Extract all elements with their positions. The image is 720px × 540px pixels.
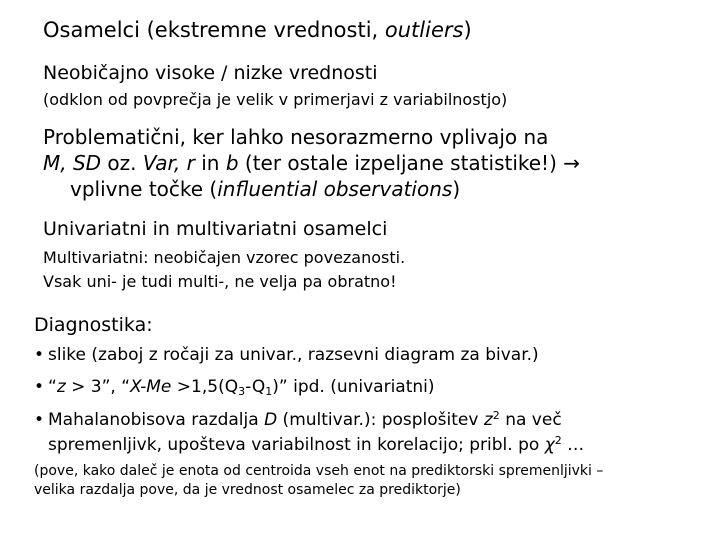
footnote-line2: velika razdalja pove, da je vrednost osamelec za prediktorje) — [34, 482, 461, 498]
bullet-item-mahalanobis: • Mahalanobisova razdalja D (multivar.): posplošitev $z^2$ na več — [34, 409, 562, 430]
diagnostika-heading: Diagnostika: — [34, 314, 153, 336]
bullet-item-images: • slike (zaboj z ročaji za univar., razsevni diagram za bivar.) — [34, 345, 539, 365]
block3-heading: Univariatni in multivariatni osamelci — [43, 218, 388, 240]
block3-line2: Vsak uni- je tudi multi-, ne velja pa obratno! — [43, 272, 397, 291]
bullet-dot-icon: • — [34, 345, 45, 365]
bullet-dot-icon: • — [34, 377, 45, 397]
block2-line1: Problematični, ker lahko nesorazmerno vplivajo na — [43, 125, 549, 149]
bullet-item-mahalanobis-cont: spremenljivk, upošteva variabilnost in korelacijo; pribl. po $\chi^2$ … — [48, 434, 585, 455]
block2-line2: M, SD oz. Var, r in b (ter ostale izpeljane statistike!) → — [43, 151, 580, 175]
bullet-item-univariate: • “z > 3”, “$X-Me >1,5(Q_3-Q_1)$” ipd. (univariatni) — [34, 377, 435, 398]
slide-title: Osamelci (ekstremne vrednosti, outliers) — [43, 18, 472, 42]
block1-sub: (odklon od povprečja je velik v primerjavi z variabilnostjo) — [43, 90, 508, 109]
block2-line3: vplivne točke (influential observations) — [70, 177, 461, 201]
block3-line1: Multivariatni: neobičajen vzorec povezanosti. — [43, 248, 406, 267]
block1-heading: Neobičajno visoke / nizke vrednosti — [43, 62, 378, 84]
bullet-dot-icon: • — [34, 410, 45, 430]
footnote-line1: (pove, kako daleč je enota od centroida vseh enot na prediktorski spremenljivki – — [34, 463, 604, 479]
